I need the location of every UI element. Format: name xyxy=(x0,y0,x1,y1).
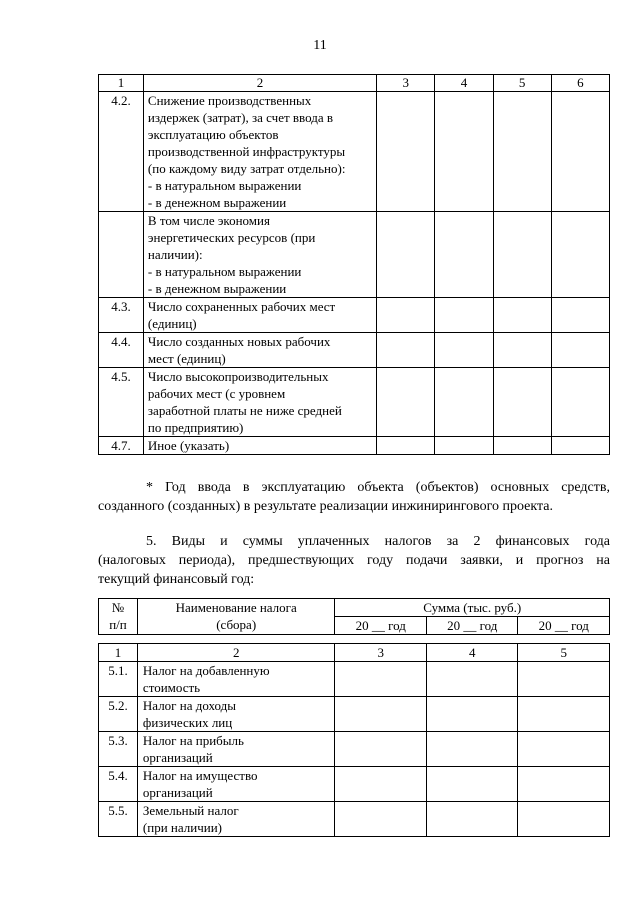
value-cell xyxy=(435,298,493,333)
row-label: Налог на доходы физических лиц xyxy=(137,697,335,732)
value-cell xyxy=(426,767,518,802)
header-tax-name: Наименование налога (сбора) xyxy=(137,599,335,635)
table-row xyxy=(99,368,610,437)
section-5-heading xyxy=(98,532,610,589)
value-cell xyxy=(551,333,609,368)
table-header-row xyxy=(99,599,610,617)
value-cell xyxy=(435,212,493,298)
table-row xyxy=(99,732,610,767)
row-number: 4.3. xyxy=(99,298,144,333)
value-cell xyxy=(551,212,609,298)
row-number: 4.5. xyxy=(99,368,144,437)
value-cell xyxy=(551,92,609,212)
index-cell: 4 xyxy=(426,644,518,662)
row-number xyxy=(99,212,144,298)
table-row xyxy=(99,92,610,212)
value-cell xyxy=(518,732,610,767)
value-cell xyxy=(493,298,551,333)
header-sum: Сумма (тыс. руб.) xyxy=(335,599,610,617)
taxes-table xyxy=(98,598,610,837)
header-year: 20 __ год xyxy=(518,617,610,635)
value-cell xyxy=(335,802,427,837)
row-label: Число созданных новых рабочих мест (единиц) xyxy=(143,333,376,368)
value-cell xyxy=(426,802,518,837)
index-cell: 1 xyxy=(99,644,138,662)
value-cell xyxy=(435,368,493,437)
page-number: 11 xyxy=(313,38,327,53)
value-cell xyxy=(493,333,551,368)
header-cell: 5 xyxy=(493,75,551,92)
value-cell xyxy=(377,333,435,368)
table-row xyxy=(99,333,610,368)
value-cell xyxy=(518,697,610,732)
header-cell: 4 xyxy=(435,75,493,92)
header-cell: 1 xyxy=(99,75,144,92)
value-cell xyxy=(435,333,493,368)
header-year: 20 __ год xyxy=(426,617,518,635)
row-label: Земельный налог (при наличии) xyxy=(137,802,335,837)
value-cell xyxy=(551,298,609,333)
row-number: 5.2. xyxy=(99,697,138,732)
index-cell: 2 xyxy=(137,644,335,662)
value-cell xyxy=(377,437,435,455)
row-number: 4.4. xyxy=(99,333,144,368)
table-row xyxy=(99,212,610,298)
value-cell xyxy=(377,212,435,298)
row-label: Число сохраненных рабочих мест (единиц) xyxy=(143,298,376,333)
value-cell xyxy=(435,437,493,455)
section-line: 5. Виды и суммы уплаченных налогов за 2 финансовых года xyxy=(146,534,610,549)
value-cell xyxy=(493,368,551,437)
table-header-row xyxy=(99,75,610,92)
row-label: В том числе экономия энергетических ресурсов (при наличии): - в натуральном выражении - в денежном выражении xyxy=(143,212,376,298)
value-cell xyxy=(435,92,493,212)
row-label: Налог на прибыль организаций xyxy=(137,732,335,767)
value-cell xyxy=(493,437,551,455)
index-cell: 3 xyxy=(335,644,427,662)
section-line: (налоговых периода), предшествующих году подачи заявки, и прогноз на xyxy=(98,553,610,568)
table-index-row xyxy=(99,644,610,662)
footnote-line: * Год ввода в эксплуатацию объекта (объектов) основных средств, xyxy=(146,480,610,495)
footnote xyxy=(98,478,610,516)
header-cell: 6 xyxy=(551,75,609,92)
value-cell xyxy=(518,767,610,802)
row-number: 5.5. xyxy=(99,802,138,837)
row-number: 5.1. xyxy=(99,662,138,697)
value-cell xyxy=(377,368,435,437)
table-row xyxy=(99,802,610,837)
section-line: текущий финансовый год: xyxy=(98,572,255,587)
value-cell xyxy=(426,662,518,697)
value-cell xyxy=(493,212,551,298)
row-label: Налог на имущество организаций xyxy=(137,767,335,802)
row-number: 4.2. xyxy=(99,92,144,212)
row-number: 4.7. xyxy=(99,437,144,455)
table-row xyxy=(99,662,610,697)
value-cell xyxy=(551,437,609,455)
table-spacer-row xyxy=(99,635,610,644)
value-cell xyxy=(335,732,427,767)
row-number: 5.4. xyxy=(99,767,138,802)
table-row xyxy=(99,437,610,455)
indicators-table xyxy=(98,74,610,455)
row-label: Иное (указать) xyxy=(143,437,376,455)
value-cell xyxy=(335,662,427,697)
value-cell xyxy=(493,92,551,212)
footnote-line: созданного (созданных) в результате реализации инжинирингового проекта. xyxy=(98,499,554,514)
value-cell xyxy=(518,662,610,697)
value-cell xyxy=(377,92,435,212)
value-cell xyxy=(335,767,427,802)
row-label: Число высокопроизводительных рабочих мест (с уровнем заработной платы не ниже средней по предприятию) xyxy=(143,368,376,437)
value-cell xyxy=(426,697,518,732)
value-cell xyxy=(518,802,610,837)
row-number: 5.3. xyxy=(99,732,138,767)
table-row xyxy=(99,697,610,732)
header-cell: 2 xyxy=(143,75,376,92)
value-cell xyxy=(426,732,518,767)
header-year: 20 __ год xyxy=(335,617,427,635)
index-cell: 5 xyxy=(518,644,610,662)
value-cell xyxy=(551,368,609,437)
table-row xyxy=(99,767,610,802)
table-row xyxy=(99,298,610,333)
value-cell xyxy=(335,697,427,732)
header-cell: 3 xyxy=(377,75,435,92)
row-label: Налог на добавленную стоимость xyxy=(137,662,335,697)
value-cell xyxy=(377,298,435,333)
row-label: Снижение производственных издержек (затрат), за счет ввода в эксплуатацию объектов производственной инфраструктуры (по каждому виду затрат отдельно): - в натуральном выражении - в денежном выражении xyxy=(143,92,376,212)
header-number: № п/п xyxy=(99,599,138,635)
